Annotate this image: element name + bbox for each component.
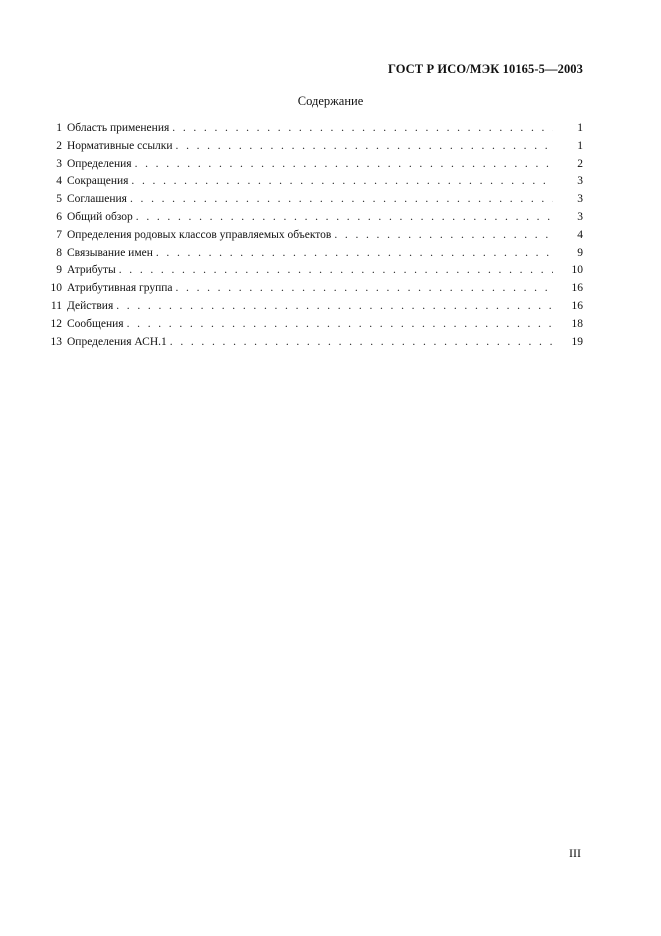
toc-entry-number: 1 — [56, 122, 62, 134]
toc-dot-leader — [175, 280, 553, 298]
toc-entry[interactable] — [40, 120, 583, 138]
toc-entry-label: Связывание имен — [67, 246, 153, 259]
toc-entry[interactable] — [40, 227, 583, 245]
toc-entry[interactable] — [40, 245, 583, 263]
toc-entry-label: Нормативные ссылки — [67, 139, 173, 152]
toc-dot-leader — [334, 227, 553, 245]
toc-dot-leader — [131, 173, 553, 191]
toc-dot-leader — [119, 262, 553, 280]
toc-entry-label: Область применения — [67, 122, 170, 134]
toc-entry[interactable] — [40, 173, 583, 191]
toc-dot-leader — [170, 334, 553, 352]
page-number: III — [569, 846, 581, 860]
toc-dot-leader — [127, 316, 553, 334]
toc-entry-number: 13 — [50, 335, 62, 348]
toc-entry[interactable] — [40, 316, 583, 334]
toc-title: Содержание — [297, 94, 364, 108]
toc-entry-page: 9 — [577, 246, 583, 259]
toc-entry-number: 3 — [56, 157, 62, 170]
toc-dot-leader — [176, 138, 553, 156]
toc-entry-number: 11 — [50, 299, 62, 312]
toc-entry[interactable] — [40, 156, 583, 174]
toc-entry-page: 3 — [577, 193, 583, 206]
toc-entry-label: Действия — [67, 299, 114, 312]
toc-entry-label: Соглашения — [67, 193, 127, 206]
toc-entry-label: Определения — [67, 157, 132, 170]
toc-entry-page: 10 — [571, 264, 583, 277]
toc-entry-page: 16 — [571, 299, 583, 312]
toc-entry-page: 16 — [571, 282, 583, 295]
toc-entry-label: Определения родовых классов управляемых объектов — [67, 228, 332, 241]
toc-entry-number: 2 — [56, 139, 62, 152]
toc-entry-number: 5 — [56, 193, 62, 206]
toc-entry[interactable] — [40, 280, 583, 298]
toc-entry-number: 10 — [50, 282, 62, 295]
toc-entry-number: 12 — [50, 317, 62, 330]
toc-entry-number: 6 — [56, 210, 62, 223]
toc-entry[interactable] — [40, 262, 583, 280]
toc-entry-label: Атрибуты — [67, 264, 116, 277]
toc-entry-page: 1 — [577, 122, 583, 134]
toc-entry-label: Атрибутивная группа — [67, 282, 173, 295]
toc-dot-leader — [172, 120, 553, 138]
toc-entry-page: 4 — [577, 228, 583, 241]
toc-entry-number: 8 — [56, 246, 62, 259]
toc-dot-leader — [130, 191, 553, 209]
toc-entry[interactable] — [40, 334, 583, 352]
toc-entry-page: 18 — [571, 317, 583, 330]
toc-entry-page: 19 — [571, 335, 583, 348]
toc-entry-number: 4 — [56, 175, 62, 188]
table-of-contents — [40, 120, 583, 351]
toc-entry-page: 3 — [577, 175, 583, 188]
toc-entry-number: 7 — [56, 228, 62, 241]
document-code: ГОСТ Р ИСО/МЭК 10165-5—2003 — [387, 62, 583, 76]
toc-entry-number: 9 — [56, 264, 62, 277]
toc-entry[interactable] — [40, 298, 583, 316]
toc-entry[interactable] — [40, 138, 583, 156]
toc-dot-leader — [116, 298, 553, 316]
toc-dot-leader — [135, 156, 553, 174]
toc-entry-page: 2 — [577, 157, 583, 170]
toc-entry-page: 1 — [577, 139, 583, 152]
toc-entry[interactable] — [40, 209, 583, 227]
toc-dot-leader — [156, 245, 553, 263]
toc-entry[interactable] — [40, 191, 583, 209]
toc-dot-leader — [136, 209, 553, 227]
toc-entry-page: 3 — [577, 210, 583, 223]
toc-entry-label: Определения АСН.1 — [67, 335, 167, 348]
toc-entry-label: Сокращения — [67, 175, 129, 188]
toc-entry-label: Общий обзор — [67, 210, 133, 223]
toc-entry-label: Сообщения — [67, 317, 124, 330]
